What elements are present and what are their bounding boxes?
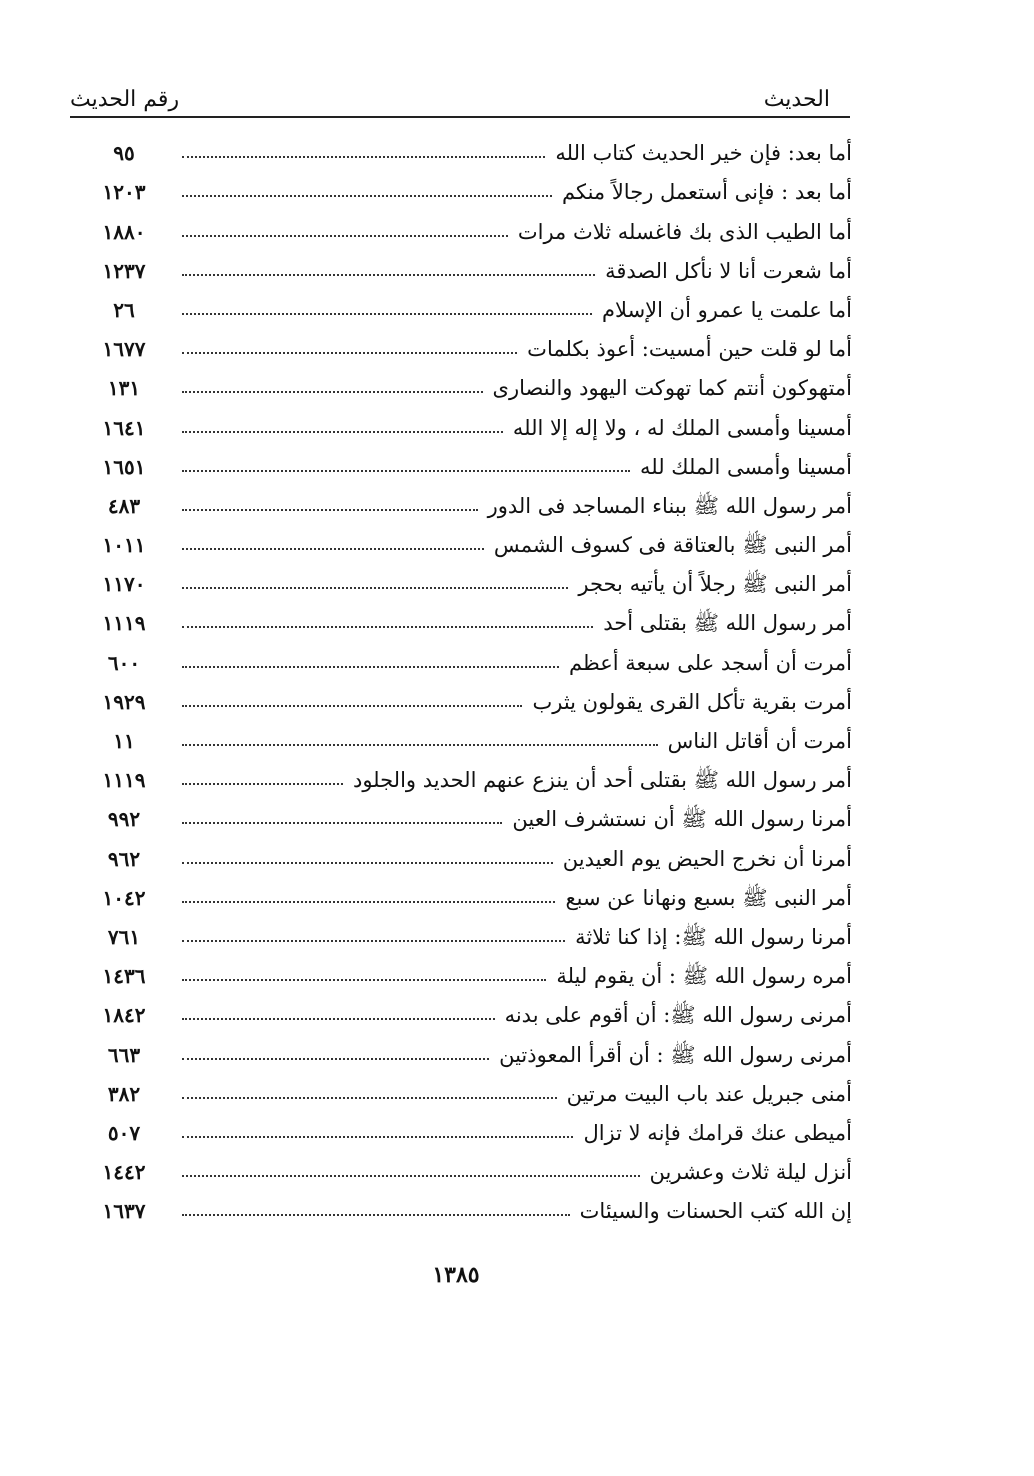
hadith-text: أما بعد : فإنى أستعمل رجالاً منكم — [562, 180, 852, 205]
dot-leader — [182, 1136, 573, 1138]
dot-leader — [182, 705, 522, 707]
dot-leader — [182, 626, 593, 628]
index-entry — [90, 249, 852, 288]
hadith-text: أمر رسول الله ﷺ ببناء المساجد فى الدور — [487, 493, 852, 518]
dot-leader — [182, 979, 546, 981]
hadith-text: أمرنا رسول الله ﷺ أن نستشرف العين — [512, 807, 852, 832]
hadith-text: أميطى عنك قرامك فإنه لا تزال — [583, 1120, 852, 1145]
hadith-number: ١٠٤٢ — [102, 885, 146, 910]
dot-leader — [182, 587, 568, 589]
dot-leader — [182, 744, 658, 746]
header-number-label: رقم الحديث — [70, 87, 180, 112]
hadith-number: ٥٠٧ — [107, 1120, 141, 1145]
index-entry — [90, 797, 852, 836]
index-entry — [90, 640, 852, 679]
index-entry — [90, 170, 852, 209]
hadith-text: أمسينا وأمسى الملك له ، ولا إله إلا الله — [512, 415, 852, 440]
dot-leader — [182, 940, 565, 942]
dot-leader — [182, 1175, 640, 1177]
hadith-number: ٣٨٢ — [107, 1081, 141, 1106]
index-entry — [90, 405, 852, 444]
index-entry — [90, 1072, 852, 1111]
dot-leader — [182, 822, 502, 824]
hadith-text: أمر رسول الله ﷺ بقتلى أحد أن ينزع عنهم الحديد والجلود — [352, 768, 852, 793]
hadith-number: ٩٩٢ — [107, 807, 141, 832]
index-entry — [90, 366, 852, 405]
hadith-number: ١١١٩ — [102, 768, 146, 793]
hadith-number: ٩٥ — [113, 141, 135, 166]
index-list — [90, 131, 852, 1228]
dot-leader — [182, 1214, 570, 1216]
index-entry — [90, 954, 852, 993]
index-entry — [90, 1150, 852, 1189]
dot-leader — [182, 195, 552, 197]
hadith-text: أمرنى رسول الله ﷺ: أن أقوم على بدنه — [504, 1003, 852, 1028]
dot-leader — [182, 352, 517, 354]
header-hadith-label: الحديث — [763, 87, 830, 112]
hadith-number: ١١ — [113, 729, 135, 753]
hadith-number: ١٩٢٩ — [102, 689, 146, 714]
hadith-text: أما علمت يا عمرو أن الإسلام — [602, 297, 852, 322]
hadith-number: ٤٨٣ — [107, 493, 141, 518]
dot-leader — [182, 666, 559, 668]
hadith-text: أمر النبى ﷺ رجلاً أن يأتيه بحجر — [578, 572, 852, 597]
hadith-number: ١٠١١ — [102, 533, 146, 558]
hadith-text: أمر رسول الله ﷺ بقتلى أحد — [603, 611, 852, 636]
index-entry — [90, 1111, 852, 1150]
hadith-number: ١٦٧٧ — [102, 337, 146, 362]
hadith-number: ٦٦٣ — [107, 1042, 141, 1067]
hadith-number: ١٦٥١ — [102, 454, 146, 479]
hadith-text: أما الطيب الذى بك فاغسله ثلاث مرات — [517, 219, 852, 244]
index-entry — [90, 131, 852, 170]
index-entry — [90, 484, 852, 523]
hadith-text: أمنى جبريل عند باب البيت مرتين — [566, 1081, 852, 1106]
index-entry — [90, 876, 852, 915]
hadith-text: أنزل ليلة ثلاث وعشرين — [649, 1160, 852, 1185]
hadith-number: ١٦٤١ — [102, 415, 146, 440]
hadith-number: ١٨٨٠ — [102, 219, 146, 244]
index-entry — [90, 288, 852, 327]
hadith-text: إن الله كتب الحسنات والسيئات — [579, 1199, 852, 1224]
index-entry — [90, 601, 852, 640]
hadith-number: ٧٦١ — [107, 924, 141, 949]
hadith-text: أمرت أن أسجد على سبعة أعظم — [569, 650, 852, 675]
index-entry — [90, 445, 852, 484]
page-header — [70, 72, 830, 112]
hadith-number: ١٣١ — [107, 376, 141, 401]
index-entry — [90, 836, 852, 875]
hadith-text: أمرنى رسول الله ﷺ : أن أقرأ المعوذتين — [499, 1042, 852, 1067]
hadith-number: ٩٦٢ — [107, 846, 141, 871]
hadith-text: أمرنا رسول الله ﷺ: إذا كنا ثلاثة — [575, 924, 852, 949]
hadith-number: ١٨٤٢ — [102, 1003, 146, 1028]
hadith-text: أمر النبى ﷺ بسبع ونهانا عن سبع — [565, 885, 852, 910]
index-entry — [90, 209, 852, 248]
header-divider — [70, 116, 850, 118]
dot-leader — [182, 470, 630, 472]
dot-leader — [182, 313, 592, 315]
hadith-text: أمرنا أن نخرج الحيض يوم العيدين — [562, 846, 852, 871]
index-entry — [90, 327, 852, 366]
dot-leader — [182, 1018, 495, 1020]
hadith-text: أمره رسول الله ﷺ : أن يقوم ليلة — [556, 964, 852, 989]
dot-leader — [182, 862, 553, 864]
dot-leader — [182, 1058, 489, 1060]
dot-leader — [182, 548, 484, 550]
page-number: ١٣٨٥ — [432, 1262, 480, 1288]
index-entry — [90, 719, 852, 758]
hadith-text: أمرت بقرية تأكل القرى يقولون يثرب — [532, 689, 852, 714]
dot-leader — [182, 235, 508, 237]
index-entry — [90, 562, 852, 601]
hadith-text: أما لو قلت حين أمسيت: أعوذ بكلمات — [527, 337, 852, 362]
dot-leader — [182, 274, 595, 276]
hadith-number: ٦٠٠ — [107, 650, 141, 675]
index-entry — [90, 915, 852, 954]
hadith-text: أمتهوكون أنتم كما تهوكت اليهود والنصارى — [492, 376, 852, 401]
index-entry — [90, 1032, 852, 1071]
hadith-text: أما بعد: فإن خير الحديث كتاب الله — [555, 141, 852, 166]
hadith-number: ٢٦ — [113, 297, 135, 322]
dot-leader — [182, 431, 503, 433]
dot-leader — [182, 156, 545, 158]
dot-leader — [182, 509, 478, 511]
hadith-number: ١٤٤٢ — [102, 1160, 146, 1185]
index-entry — [90, 993, 852, 1032]
hadith-text: أمسينا وأمسى الملك لله — [639, 454, 852, 479]
hadith-number: ١٤٣٦ — [102, 964, 146, 989]
hadith-text: أما شعرت أنا لا نأكل الصدقة — [605, 258, 852, 283]
dot-leader — [182, 391, 483, 393]
hadith-number: ١٢٣٧ — [102, 258, 146, 283]
dot-leader — [182, 901, 555, 903]
index-entry — [90, 758, 852, 797]
hadith-number: ١٢٠٣ — [102, 180, 146, 205]
hadith-number: ١١١٩ — [102, 611, 146, 636]
dot-leader — [182, 1097, 557, 1099]
index-entry — [90, 680, 852, 719]
hadith-number: ١٦٣٧ — [102, 1199, 146, 1224]
dot-leader — [182, 783, 343, 785]
index-entry — [90, 1189, 852, 1228]
hadith-text: أمر النبى ﷺ بالعتاقة فى كسوف الشمس — [493, 533, 852, 558]
hadith-text: أمرت أن أقاتل الناس — [667, 729, 852, 753]
index-entry — [90, 523, 852, 562]
hadith-number: ١١٧٠ — [102, 572, 146, 597]
